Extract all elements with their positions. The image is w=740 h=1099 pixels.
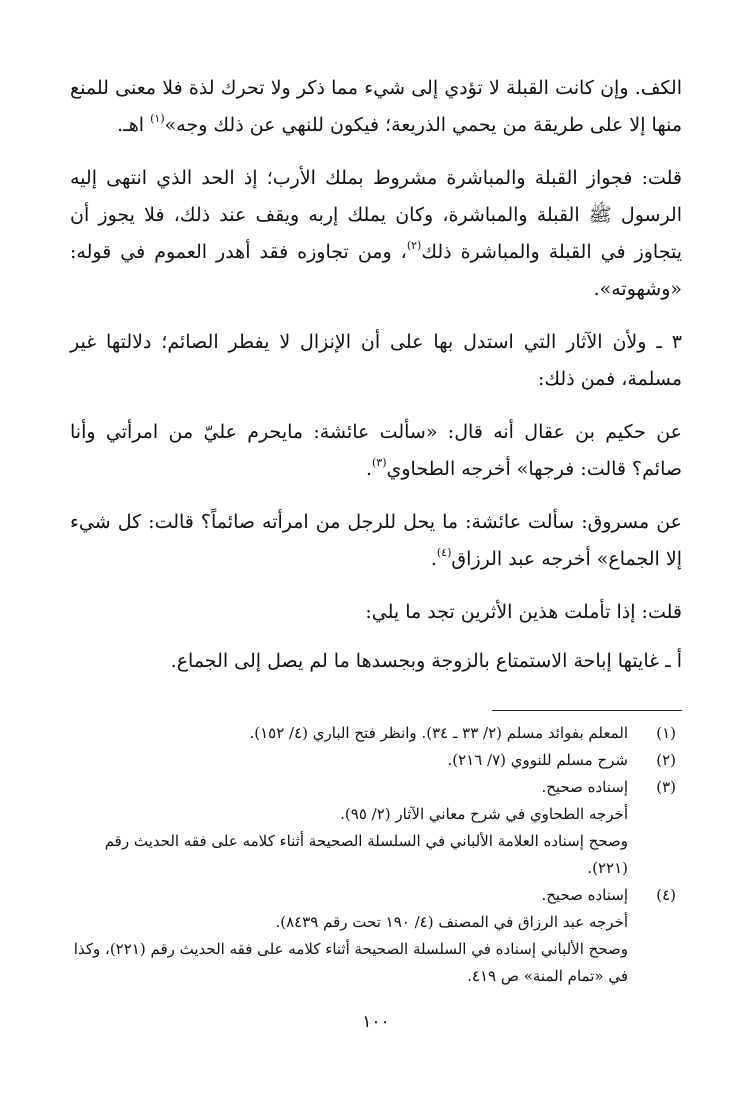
- footnote-line: المعلم بفوائد مسلم (٢/ ٣٣ ـ ٣٤). وانظر فتح الباري (٤/ ١٥٢).: [249, 724, 628, 742]
- paragraph-2: [70, 160, 682, 308]
- footnote-ref-4[interactable]: (٤): [436, 546, 452, 559]
- footnote-number: (٣): [656, 778, 676, 796]
- footnote-2: [70, 747, 682, 774]
- footnote-ref-3[interactable]: (٣): [371, 456, 387, 469]
- paragraph-5-tail: .: [430, 548, 437, 570]
- page-number: ١٠٠: [362, 1012, 390, 1032]
- footnote-3: [70, 774, 682, 882]
- footnote-text: [70, 720, 628, 747]
- paragraph-6-text: قلت: إذا تأملت هذين الأثرين تجد ما يلي:: [365, 601, 682, 623]
- paragraph-2-text: قلت: فجواز القبلة والمباشرة مشروط بملك الأرب؛ إذ الحد الذي انتهى إليه الرسول ﷺ القبلة والمباشرة، وكان يملك إربه ويقف عند ذلك، فلا يجوز أن يتجاوز في القبلة والمباشرة ذلك: [70, 167, 682, 263]
- footnote-separator: [492, 710, 682, 711]
- paragraph-5: [70, 504, 682, 578]
- paragraph-1: [70, 70, 682, 144]
- paragraph-1-tail: اهـ.: [117, 114, 151, 136]
- paragraph-1-text: الكف. وإن كانت القبلة لا تؤدي إلى شيء مما ذكر ولا تحرك لذة فلا معنى للمنع منها إلا على طريقة من يحمي الذريعة؛ فيكون للنهي عن ذلك وجه»: [70, 77, 682, 136]
- paragraph-4: [70, 414, 682, 488]
- footnote-line: وصحح الألباني إسناده في السلسلة الصحيحة أثناء كلامه على فقه الحديث رقم (٢٢١)، وكذا في «تمام المنة» ص ٤١٩.: [73, 940, 628, 985]
- footnote-line: وصحح إسناده العلامة الألباني في السلسلة الصحيحة أثناء كلامه على فقه الحديث رقم (٢٢١).: [104, 832, 628, 877]
- footnote-number: (٢): [656, 751, 676, 769]
- footnote-ref-1[interactable]: (١): [150, 112, 165, 125]
- paragraph-2-tail: ، ومن تجاوزه فقد أهدر العموم في قوله: «وشهوته».: [70, 241, 682, 300]
- paragraph-6: [70, 594, 682, 631]
- book-page: [70, 70, 682, 1070]
- footnote-text: [70, 882, 628, 990]
- footnote-text: [70, 774, 628, 882]
- footnote-line: إسناده صحيح.: [541, 886, 628, 904]
- paragraph-7: [70, 643, 682, 680]
- paragraph-3-text: ٣ ـ ولأن الآثار التي استدل بها على أن الإنزال لا يفطر الصائم؛ دلالتها غير مسلمة، فمن ذلك:: [70, 331, 682, 390]
- footnote-4: [70, 882, 682, 990]
- footnote-1: [70, 720, 682, 747]
- footnote-line: شرح مسلم للنووي (٧/ ٢١٦).: [447, 751, 628, 769]
- footnote-line: إسناده صحيح.: [541, 778, 628, 796]
- paragraph-4-text: عن حكيم بن عقال أنه قال: «سألت عائشة: مايحرم عليّ من امرأتي وأنا صائم؟ قالت: فرجها» أخرجه الطحاوي: [70, 421, 682, 480]
- paragraph-3: [70, 324, 682, 398]
- footnote-number: (١): [656, 724, 676, 742]
- footnote-line: أخرجه الطحاوي في شرح معاني الآثار (٢/ ٩٥).: [340, 805, 628, 823]
- footnote-text: [70, 747, 628, 774]
- paragraph-7-text: أ ـ غايتها إباحة الاستمتاع بالزوجة وبجسدها ما لم يصل إلى الجماع.: [170, 650, 682, 672]
- paragraph-5-text: عن مسروق: سألت عائشة: ما يحل للرجل من امرأته صائماً؟ قالت: كل شيء إلا الجماع» أخرجه عبد الرزاق: [70, 511, 682, 570]
- footnote-ref-2[interactable]: (٢): [406, 239, 422, 252]
- footnotes: [70, 720, 682, 990]
- footnote-number: (٤): [656, 886, 676, 904]
- footnote-line: أخرجه عبد الرزاق في المصنف (٤/ ١٩٠ تحت رقم ٨٤٣٩).: [275, 913, 628, 931]
- paragraph-4-tail: .: [365, 458, 372, 480]
